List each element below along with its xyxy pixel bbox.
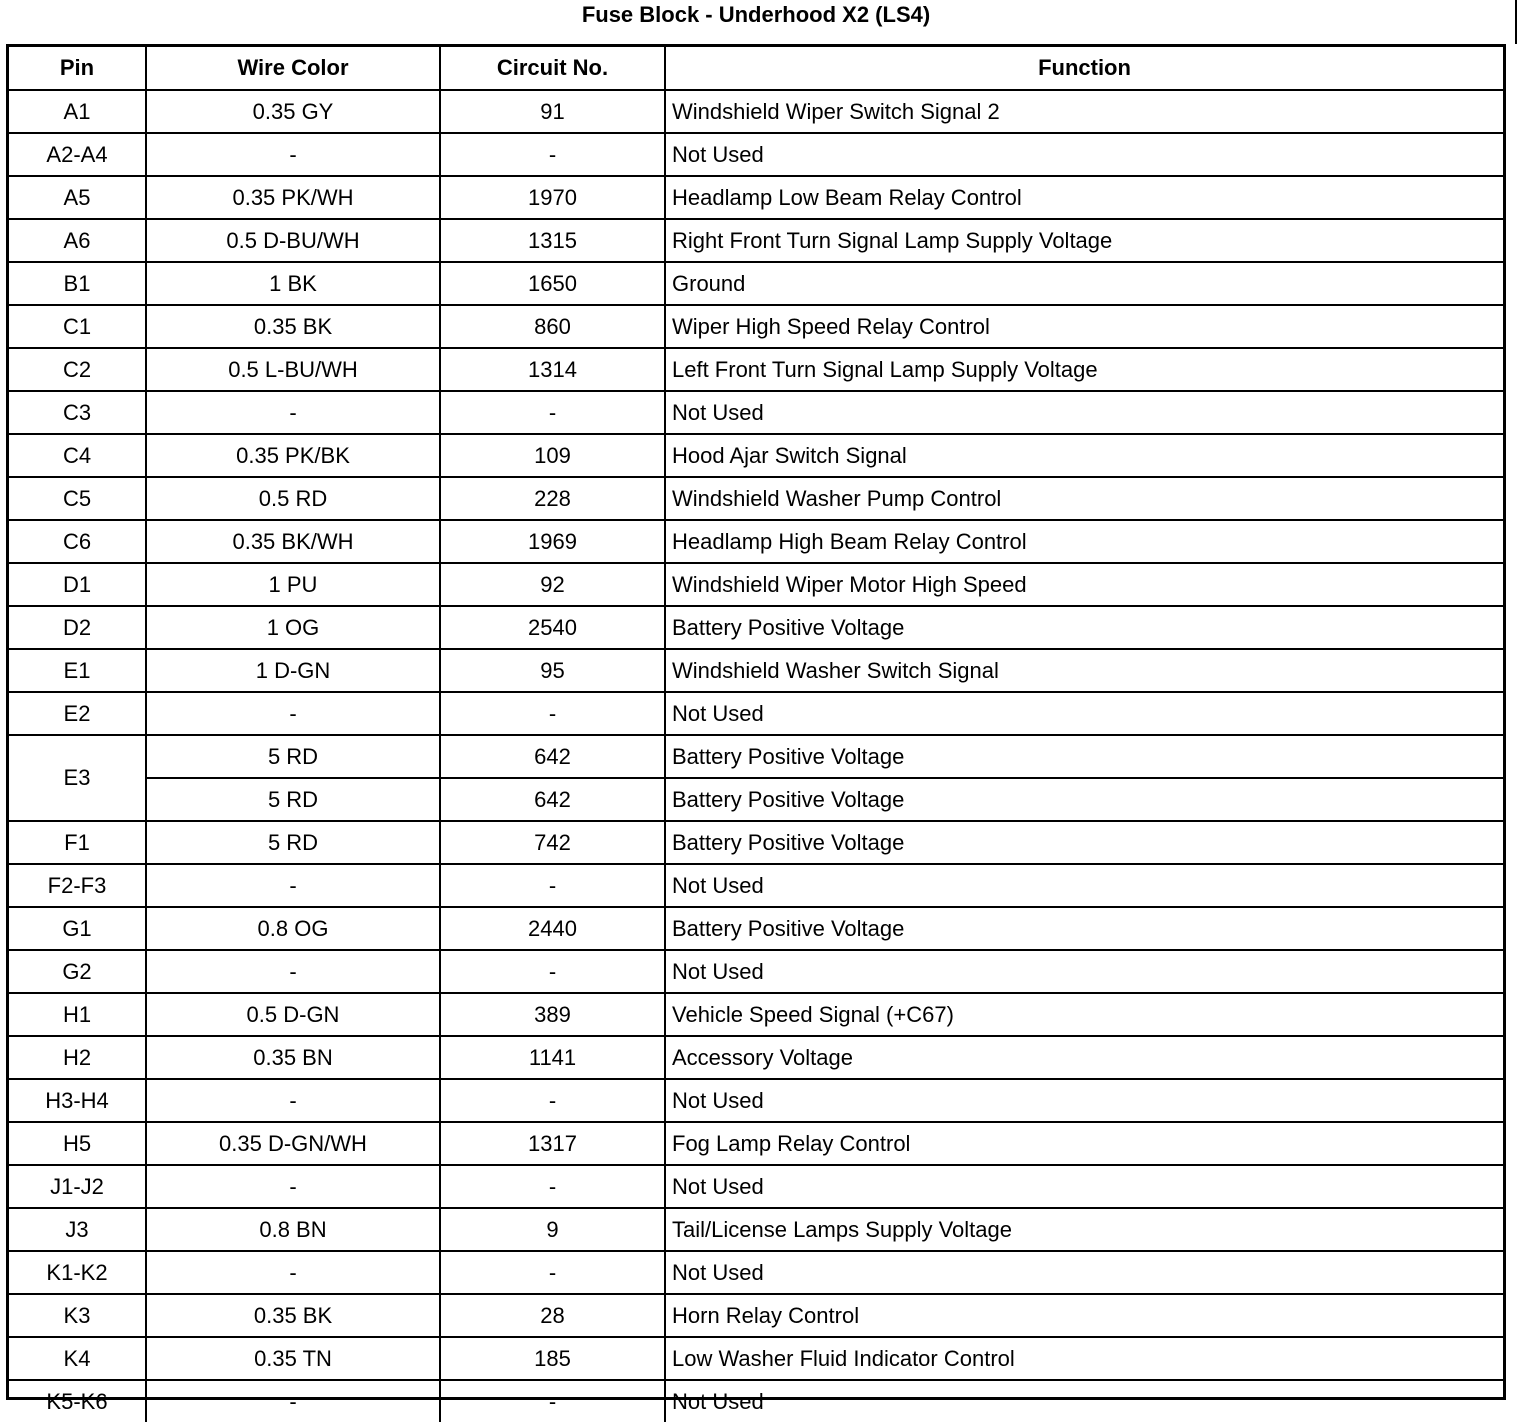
wire-color-cell: - [146,1251,440,1294]
wire-color-cell: - [146,1079,440,1122]
circuit-cell: - [440,1380,665,1422]
circuit-cell: 185 [440,1337,665,1380]
circuit-cell: - [440,950,665,993]
pin-cell: D1 [9,563,146,606]
circuit-cell: - [440,1165,665,1208]
wire-color-cell: 1 PU [146,563,440,606]
pin-cell: F2-F3 [9,864,146,907]
header-circuit-no: Circuit No. [440,47,665,90]
table-row [9,305,1503,348]
wire-color-cell: 5 RD [146,778,440,821]
pin-cell: A1 [9,90,146,133]
function-cell: Wiper High Speed Relay Control [665,305,1503,348]
wire-color-cell: 0.5 D-GN [146,993,440,1036]
circuit-cell: - [440,692,665,735]
function-cell: Battery Positive Voltage [665,606,1503,649]
pin-cell: A6 [9,219,146,262]
wire-color-cell: 0.35 BN [146,1036,440,1079]
wire-color-cell: 1 OG [146,606,440,649]
header-function: Function [665,47,1503,90]
wire-color-cell: 0.35 BK [146,1294,440,1337]
table-row [9,907,1503,950]
circuit-cell: 2540 [440,606,665,649]
wire-color-cell: 5 RD [146,821,440,864]
wire-color-cell: 0.35 PK/WH [146,176,440,219]
table-row [9,778,1503,821]
wire-color-cell: 0.5 L-BU/WH [146,348,440,391]
table-row [9,692,1503,735]
table-row [9,520,1503,563]
function-cell: Windshield Wiper Motor High Speed [665,563,1503,606]
circuit-cell: 109 [440,434,665,477]
pin-cell: C4 [9,434,146,477]
pin-cell: B1 [9,262,146,305]
circuit-cell: 1650 [440,262,665,305]
circuit-cell: - [440,133,665,176]
header-wire-color: Wire Color [146,47,440,90]
wire-color-cell: 0.35 TN [146,1337,440,1380]
circuit-cell: - [440,391,665,434]
wire-color-cell: - [146,864,440,907]
circuit-cell: 91 [440,90,665,133]
pin-cell: K5-K6 [9,1380,146,1422]
table-row [9,176,1503,219]
circuit-cell: 860 [440,305,665,348]
wire-color-cell: 0.35 BK/WH [146,520,440,563]
table-row [9,606,1503,649]
table-row [9,821,1503,864]
function-cell: Not Used [665,692,1503,735]
function-cell: Not Used [665,391,1503,434]
table-row [9,1337,1503,1380]
pin-cell: A5 [9,176,146,219]
table-row [9,262,1503,305]
pin-cell: K3 [9,1294,146,1337]
pin-cell: E2 [9,692,146,735]
function-cell: Tail/License Lamps Supply Voltage [665,1208,1503,1251]
edge-divider [1515,0,1517,44]
wire-color-cell: - [146,391,440,434]
function-cell: Battery Positive Voltage [665,907,1503,950]
function-cell: Not Used [665,1165,1503,1208]
pin-cell: C6 [9,520,146,563]
circuit-cell: 1317 [440,1122,665,1165]
wire-color-cell: 0.35 GY [146,90,440,133]
pin-cell: K1-K2 [9,1251,146,1294]
function-cell: Not Used [665,950,1503,993]
table-row [9,477,1503,520]
pin-cell: C5 [9,477,146,520]
wire-color-cell: 0.5 D-BU/WH [146,219,440,262]
function-cell: Windshield Washer Pump Control [665,477,1503,520]
function-cell: Not Used [665,1079,1503,1122]
wire-color-cell: - [146,1165,440,1208]
function-cell: Headlamp High Beam Relay Control [665,520,1503,563]
pin-cell: C3 [9,391,146,434]
wire-color-cell: 0.35 PK/BK [146,434,440,477]
function-cell: Fog Lamp Relay Control [665,1122,1503,1165]
function-cell: Windshield Wiper Switch Signal 2 [665,90,1503,133]
pin-cell: H1 [9,993,146,1036]
function-cell: Headlamp Low Beam Relay Control [665,176,1503,219]
circuit-cell: 9 [440,1208,665,1251]
wire-color-cell: 0.8 OG [146,907,440,950]
wire-color-cell: 1 BK [146,262,440,305]
function-cell: Not Used [665,864,1503,907]
function-cell: Vehicle Speed Signal (+C67) [665,993,1503,1036]
table-row [9,563,1503,606]
circuit-cell: 742 [440,821,665,864]
wire-color-cell: 0.8 BN [146,1208,440,1251]
page-title: Fuse Block - Underhood X2 (LS4) [581,2,931,27]
wire-color-cell: 0.35 BK [146,305,440,348]
function-cell: Ground [665,262,1503,305]
table-row [9,348,1503,391]
table-row [9,1208,1503,1251]
circuit-cell: - [440,864,665,907]
function-cell: Hood Ajar Switch Signal [665,434,1503,477]
circuit-cell: 1969 [440,520,665,563]
circuit-cell: 92 [440,563,665,606]
wire-color-cell: - [146,133,440,176]
wire-color-cell: 1 D-GN [146,649,440,692]
function-cell: Not Used [665,133,1503,176]
pin-cell: G1 [9,907,146,950]
circuit-cell: 1970 [440,176,665,219]
table-row [9,1079,1503,1122]
wire-color-cell: - [146,692,440,735]
pin-cell: H3-H4 [9,1079,146,1122]
wire-color-cell: 0.35 D-GN/WH [146,1122,440,1165]
table-header-row [9,47,1503,90]
table-row [9,133,1503,176]
table-row [9,1122,1503,1165]
circuit-cell: 95 [440,649,665,692]
table-row [9,1251,1503,1294]
pin-cell: C1 [9,305,146,348]
pin-cell: H5 [9,1122,146,1165]
table-row [9,1380,1503,1422]
pin-cell: J3 [9,1208,146,1251]
circuit-cell: 642 [440,735,665,778]
pin-cell: F1 [9,821,146,864]
circuit-cell: - [440,1251,665,1294]
table-row [9,1165,1503,1208]
pin-cell: J1-J2 [9,1165,146,1208]
function-cell: Battery Positive Voltage [665,821,1503,864]
wire-color-cell: - [146,950,440,993]
table-row [9,434,1503,477]
table-row [9,735,1503,778]
pin-cell: C2 [9,348,146,391]
header-pin: Pin [9,47,146,90]
function-cell: Right Front Turn Signal Lamp Supply Voltage [665,219,1503,262]
table-row [9,391,1503,434]
circuit-cell: 1314 [440,348,665,391]
pin-cell: K4 [9,1337,146,1380]
pinout-table [9,47,1503,1422]
circuit-cell: - [440,1079,665,1122]
function-cell: Windshield Washer Switch Signal [665,649,1503,692]
pin-cell: G2 [9,950,146,993]
function-cell: Horn Relay Control [665,1294,1503,1337]
pinout-table-frame [6,44,1506,1414]
table-row [9,1036,1503,1079]
pin-cell: A2-A4 [9,133,146,176]
function-cell: Low Washer Fluid Indicator Control [665,1337,1503,1380]
table-row [9,864,1503,907]
wire-color-cell: 5 RD [146,735,440,778]
circuit-cell: 389 [440,993,665,1036]
table-row [9,993,1503,1036]
table-row [9,219,1503,262]
table-row [9,1294,1503,1337]
circuit-cell: 2440 [440,907,665,950]
function-cell: Not Used [665,1251,1503,1294]
circuit-cell: 642 [440,778,665,821]
pin-cell: E1 [9,649,146,692]
function-cell: Battery Positive Voltage [665,778,1503,821]
circuit-cell: 1141 [440,1036,665,1079]
table-row [9,649,1503,692]
table-row [9,90,1503,133]
pin-cell: E3 [9,735,146,821]
circuit-cell: 28 [440,1294,665,1337]
circuit-cell: 1315 [440,219,665,262]
pin-cell: H2 [9,1036,146,1079]
table-row [9,950,1503,993]
function-cell: Accessory Voltage [665,1036,1503,1079]
function-cell: Not Used [665,1380,1503,1422]
function-cell: Left Front Turn Signal Lamp Supply Voltage [665,348,1503,391]
pin-cell: D2 [9,606,146,649]
function-cell: Battery Positive Voltage [665,735,1503,778]
wire-color-cell: - [146,1380,440,1422]
circuit-cell: 228 [440,477,665,520]
wire-color-cell: 0.5 RD [146,477,440,520]
